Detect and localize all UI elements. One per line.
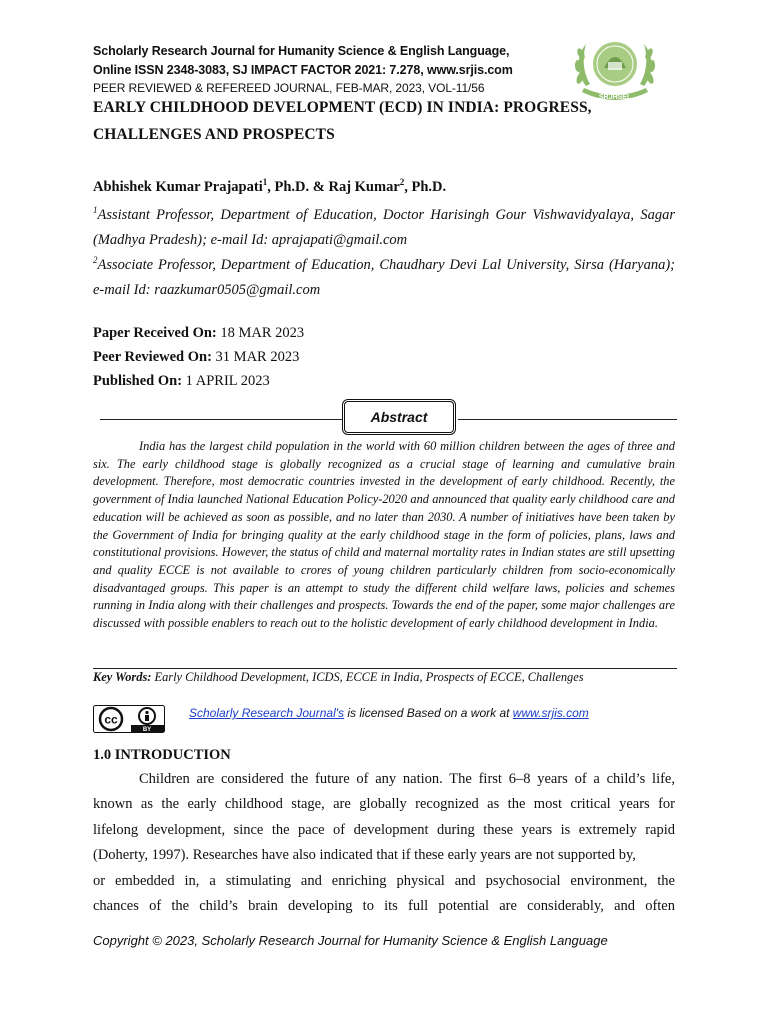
- author-1-degree: , Ph.D. &: [267, 178, 329, 195]
- intro-line: or embedded in, a stimulating and enriching physical and psychosocial environment, the: [93, 873, 675, 889]
- license-text: is licensed Based on a work at: [344, 706, 513, 720]
- author-1-name: Abhishek Kumar Prajapati: [93, 178, 263, 195]
- intro-line: lifelong development, since the pace of development during these years is extremely rapid: [93, 822, 675, 838]
- affiliation-1: [93, 198, 675, 253]
- published-value: 1 APRIL 2023: [182, 373, 270, 389]
- intro-line: (Doherty, 1997). Researches have also indicated that if these early years are not supported by,: [93, 847, 636, 863]
- author-1-marker: 1: [262, 177, 268, 187]
- logo-text: SRJHSEL: [598, 94, 632, 101]
- section-heading-introduction: 1.0 INTRODUCTION: [93, 747, 231, 763]
- copyright-footer: Copyright © 2023, Scholarly Research Journal for Humanity Science & English Language: [93, 933, 608, 948]
- author-2-degree: , Ph.D.: [404, 178, 447, 195]
- keywords-text: Early Childhood Development, ICDS, ECCE in India, Prospects of ECCE, Challenges: [151, 670, 584, 684]
- paper-title-line1: EARLY CHILDHOOD DEVELOPMENT (ECD) IN INDIA: PROGRESS,: [93, 99, 592, 116]
- received-value: 18 MAR 2023: [216, 325, 305, 341]
- reviewed-value: 31 MAR 2023: [211, 349, 300, 365]
- journal-volume-line: PEER REVIEWED & REFEREED JOURNAL, FEB-MAR, 2023, VOL-11/56: [93, 81, 485, 95]
- received-label: Paper Received On:: [93, 325, 217, 341]
- abstract-heading: Abstract: [342, 399, 456, 435]
- abstract-rule-right: [458, 419, 677, 420]
- intro-line: Children are considered the future of any nation. The first 6–8 years of a child’s life,: [139, 771, 675, 787]
- journal-name: Scholarly Research Journal for Humanity Science & English Language,: [93, 44, 510, 58]
- journal-license-link[interactable]: Scholarly Research Journal's: [189, 706, 345, 720]
- srjis-website-link[interactable]: www.srjis.com: [512, 706, 589, 720]
- keywords-line: [93, 670, 584, 685]
- cc-by-license-icon[interactable]: [93, 705, 165, 733]
- author-line: [93, 177, 446, 196]
- affiliation-2-text: Associate Professor, Department of Education, Chaudhary Devi Lal University, Sirsa (Haryana); e-mail Id: raazkumar0505@gmail.com: [93, 256, 675, 298]
- cc-icon-label: cc: [104, 712, 118, 727]
- journal-logo: [572, 32, 658, 108]
- affiliation-1-text: Assistant Professor, Department of Education, Doctor Harisingh Gour Vishwavidyalaya, Sagar (Madhya Pradesh); e-mail Id: aprajapati@gmail.com: [93, 206, 675, 248]
- peer-reviewed-date: [93, 349, 299, 366]
- author-2-marker: 2: [399, 177, 405, 187]
- paper-received-date: [93, 325, 304, 342]
- by-icon-label: BY: [142, 727, 152, 733]
- abstract-body: India has the largest child population in the world with 60 million children between the ages of three and six. The early childhood stage is globally recognized as a crucial stage of learning and cumulative brain development. Therefore, most democratic countries invested in the development of early childhood. Recently, the government of India launched National Education Policy-2020 and announced that quality early childhood care and education will be achieved as soon as possible, and no later than 2030. A number of initiatives have been taken by the Government of India for bringing quality at the early childhood stage in the form of policies, plans, laws and constitutional provisions. However, the status of child and maternal mortality rates in Indian states are still upsetting and quality ECCE is not available to crores of young children particularly children from socio-economically disadvantaged groups. This paper is an attempt to study the different child welfare laws, policies and schemes running in India along with their challenges and prospects. Towards the end of the paper, some major challenges are discussed with possible enablers to reach out to the holistic development of early childhood development in India.: [93, 439, 675, 631]
- reviewed-label: Peer Reviewed On:: [93, 349, 212, 365]
- license-line: [189, 706, 589, 720]
- affiliation-1-marker: 1: [93, 205, 98, 215]
- intro-line: known as the early childhood stage, are globally recognized as the most critical years for: [93, 796, 675, 812]
- published-label: Published On:: [93, 373, 183, 389]
- published-date: [93, 373, 270, 390]
- intro-line: chances of the child’s brain developing to its full potential are considerably, and often: [93, 898, 675, 914]
- affiliation-2-marker: 2: [93, 255, 98, 265]
- abstract-rule-left: [100, 419, 342, 420]
- keywords-label: Key Words:: [93, 670, 152, 684]
- journal-issn-line: Online ISSN 2348-3083, SJ IMPACT FACTOR 2021: 7.278, www.srjis.com: [93, 63, 513, 77]
- keywords-rule: [93, 668, 677, 669]
- author-2-name: Raj Kumar: [328, 178, 400, 195]
- paper-title-line2: CHALLENGES AND PROSPECTS: [93, 126, 335, 143]
- affiliation-2: [93, 248, 675, 303]
